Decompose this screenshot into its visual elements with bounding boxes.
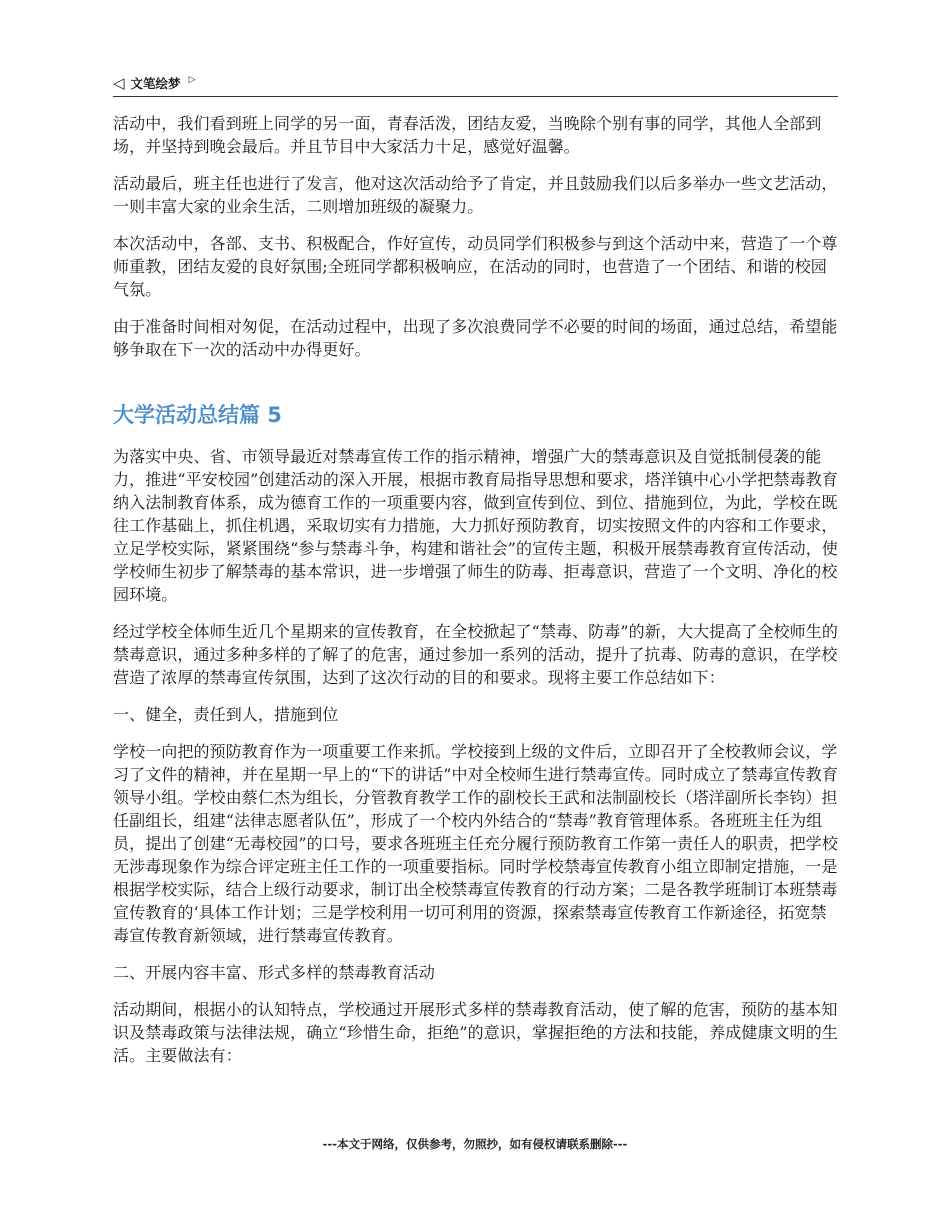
paragraph: 本次活动中，各部、支书、积极配合，作好宣传，动员同学们积极参与到这个活动中来，营造了一个尊师重教，团结友爱的良好氛围;全班同学都积极响应，在活动的同时，也营造了一个团结、和谐的校园气氛。 (113, 234, 838, 299)
subheading: 二、开展内容丰富、形式多样的禁毒教育活动 (113, 963, 436, 982)
document-body (113, 112, 841, 1081)
paragraph: 为落实中央、省、市领导最近对禁毒宣传工作的指示精神，增强广大的禁毒意识及自觉抵制侵袭的能力，推进“平安校园”创建活动的深入开展，根据市教育局指导思想和要求，塔洋镇中心小学把禁毒教育纳入法制教育体系，成为德育工作的一项重要内容，做到宣传到位、到位、措施到位，为此，学校在既往工作基础上，抓住机遇，采取切实有力措施，大力抓好预防教育，切实按照文件的内容和工作要求，立足学校实际，紧紧围绕“参与禁毒斗争，构建和谐社会”的宣传主题，积极开展禁毒教育宣传活动，使学校师生初步了解禁毒的基本常识，进一步增强了师生的防毒、拒毒意识，营造了一个文明、净化的校园环境。 (113, 447, 838, 604)
triangle-right-icon: ▷ (188, 75, 196, 85)
page-footer: ---本文于网络，仅供参考，勿照抄，如有侵权请联系删除--- (322, 1137, 628, 1151)
paragraph: 活动最后，班主任也进行了发言，他对这次活动给予了肯定，并且鼓励我们以后多举办一些文艺活动，一则丰富大家的业余生活，二则增加班级的凝聚力。 (113, 174, 838, 216)
triangle-left-icon: ◁ (113, 73, 125, 92)
paragraph: 活动期间，根据小的认知特点，学校通过开展形式多样的禁毒教育活动，使了解的危害，预防的基本知识及禁毒政策与法律法规，确立“珍惜生命，拒绝”的意识，掌握拒绝的方法和技能，养成健康文明的生活。主要做法有： (113, 1000, 838, 1065)
paragraph: 活动中，我们看到班上同学的另一面，青春活泼，团结友爱，当晚除个别有事的同学，其他人全部到场，并坚持到晚会最后。并且节目中大家活力十足，感觉好温馨。 (113, 114, 822, 156)
paragraph: 由于准备时间相对匆促，在活动过程中，出现了多次浪费同学不必要的时间的场面，通过总结，希望能够争取在下一次的活动中办得更好。 (113, 317, 838, 359)
paragraph: 经过学校全体师生近几个星期来的宣传教育，在全校掀起了“禁毒、防毒”的新，大大提高了全校师生的禁毒意识，通过多种多样的了解了的危害，通过参加一系列的活动，提升了抗毒、防毒的意识，在学校营造了浓厚的禁毒宣传氛围，达到了这次行动的目的和要求。现将主要工作总结如下： (113, 622, 838, 687)
section-heading: 大学活动总结篇 5 (113, 403, 282, 427)
header-brand: 文笔绘梦 (130, 76, 181, 91)
subheading: 一、健全，责任到人，措施到位 (113, 705, 339, 724)
page-header (113, 70, 838, 97)
paragraph: 学校一向把的预防教育作为一项重要工作来抓。学校接到上级的文件后，立即召开了全校教师会议，学习了文件的精神，并在星期一早上的“下的讲话”中对全校师生进行禁毒宣传。同时成立了禁毒宣传教育领导小组。学校由蔡仁杰为组长，分管教育教学工作的副校长王武和法制副校长（塔洋副所长李钧）担任副组长，组建“法律志愿者队伍”，形成了一个校内外结合的“禁毒”教育管理体系。各班班主任为组员，提出了创建“无毒校园”的口号，要求各班班主任充分履行预防教育工作第一责任人的职责，把学校无涉毒现象作为综合评定班主任工作的一项重要指标。同时学校禁毒宣传教育小组立即制定措施，一是根据学校实际，结合上级行动要求，制订出全校禁毒宣传教育的行动方案；二是各教学班制订本班禁毒宣传教育的‘具体工作计划；三是学校利用一切可利用的资源，探索禁毒宣传教育工作新途径，拓宽禁毒宣传教育新领域，进行禁毒宣传教育。 (113, 742, 838, 945)
